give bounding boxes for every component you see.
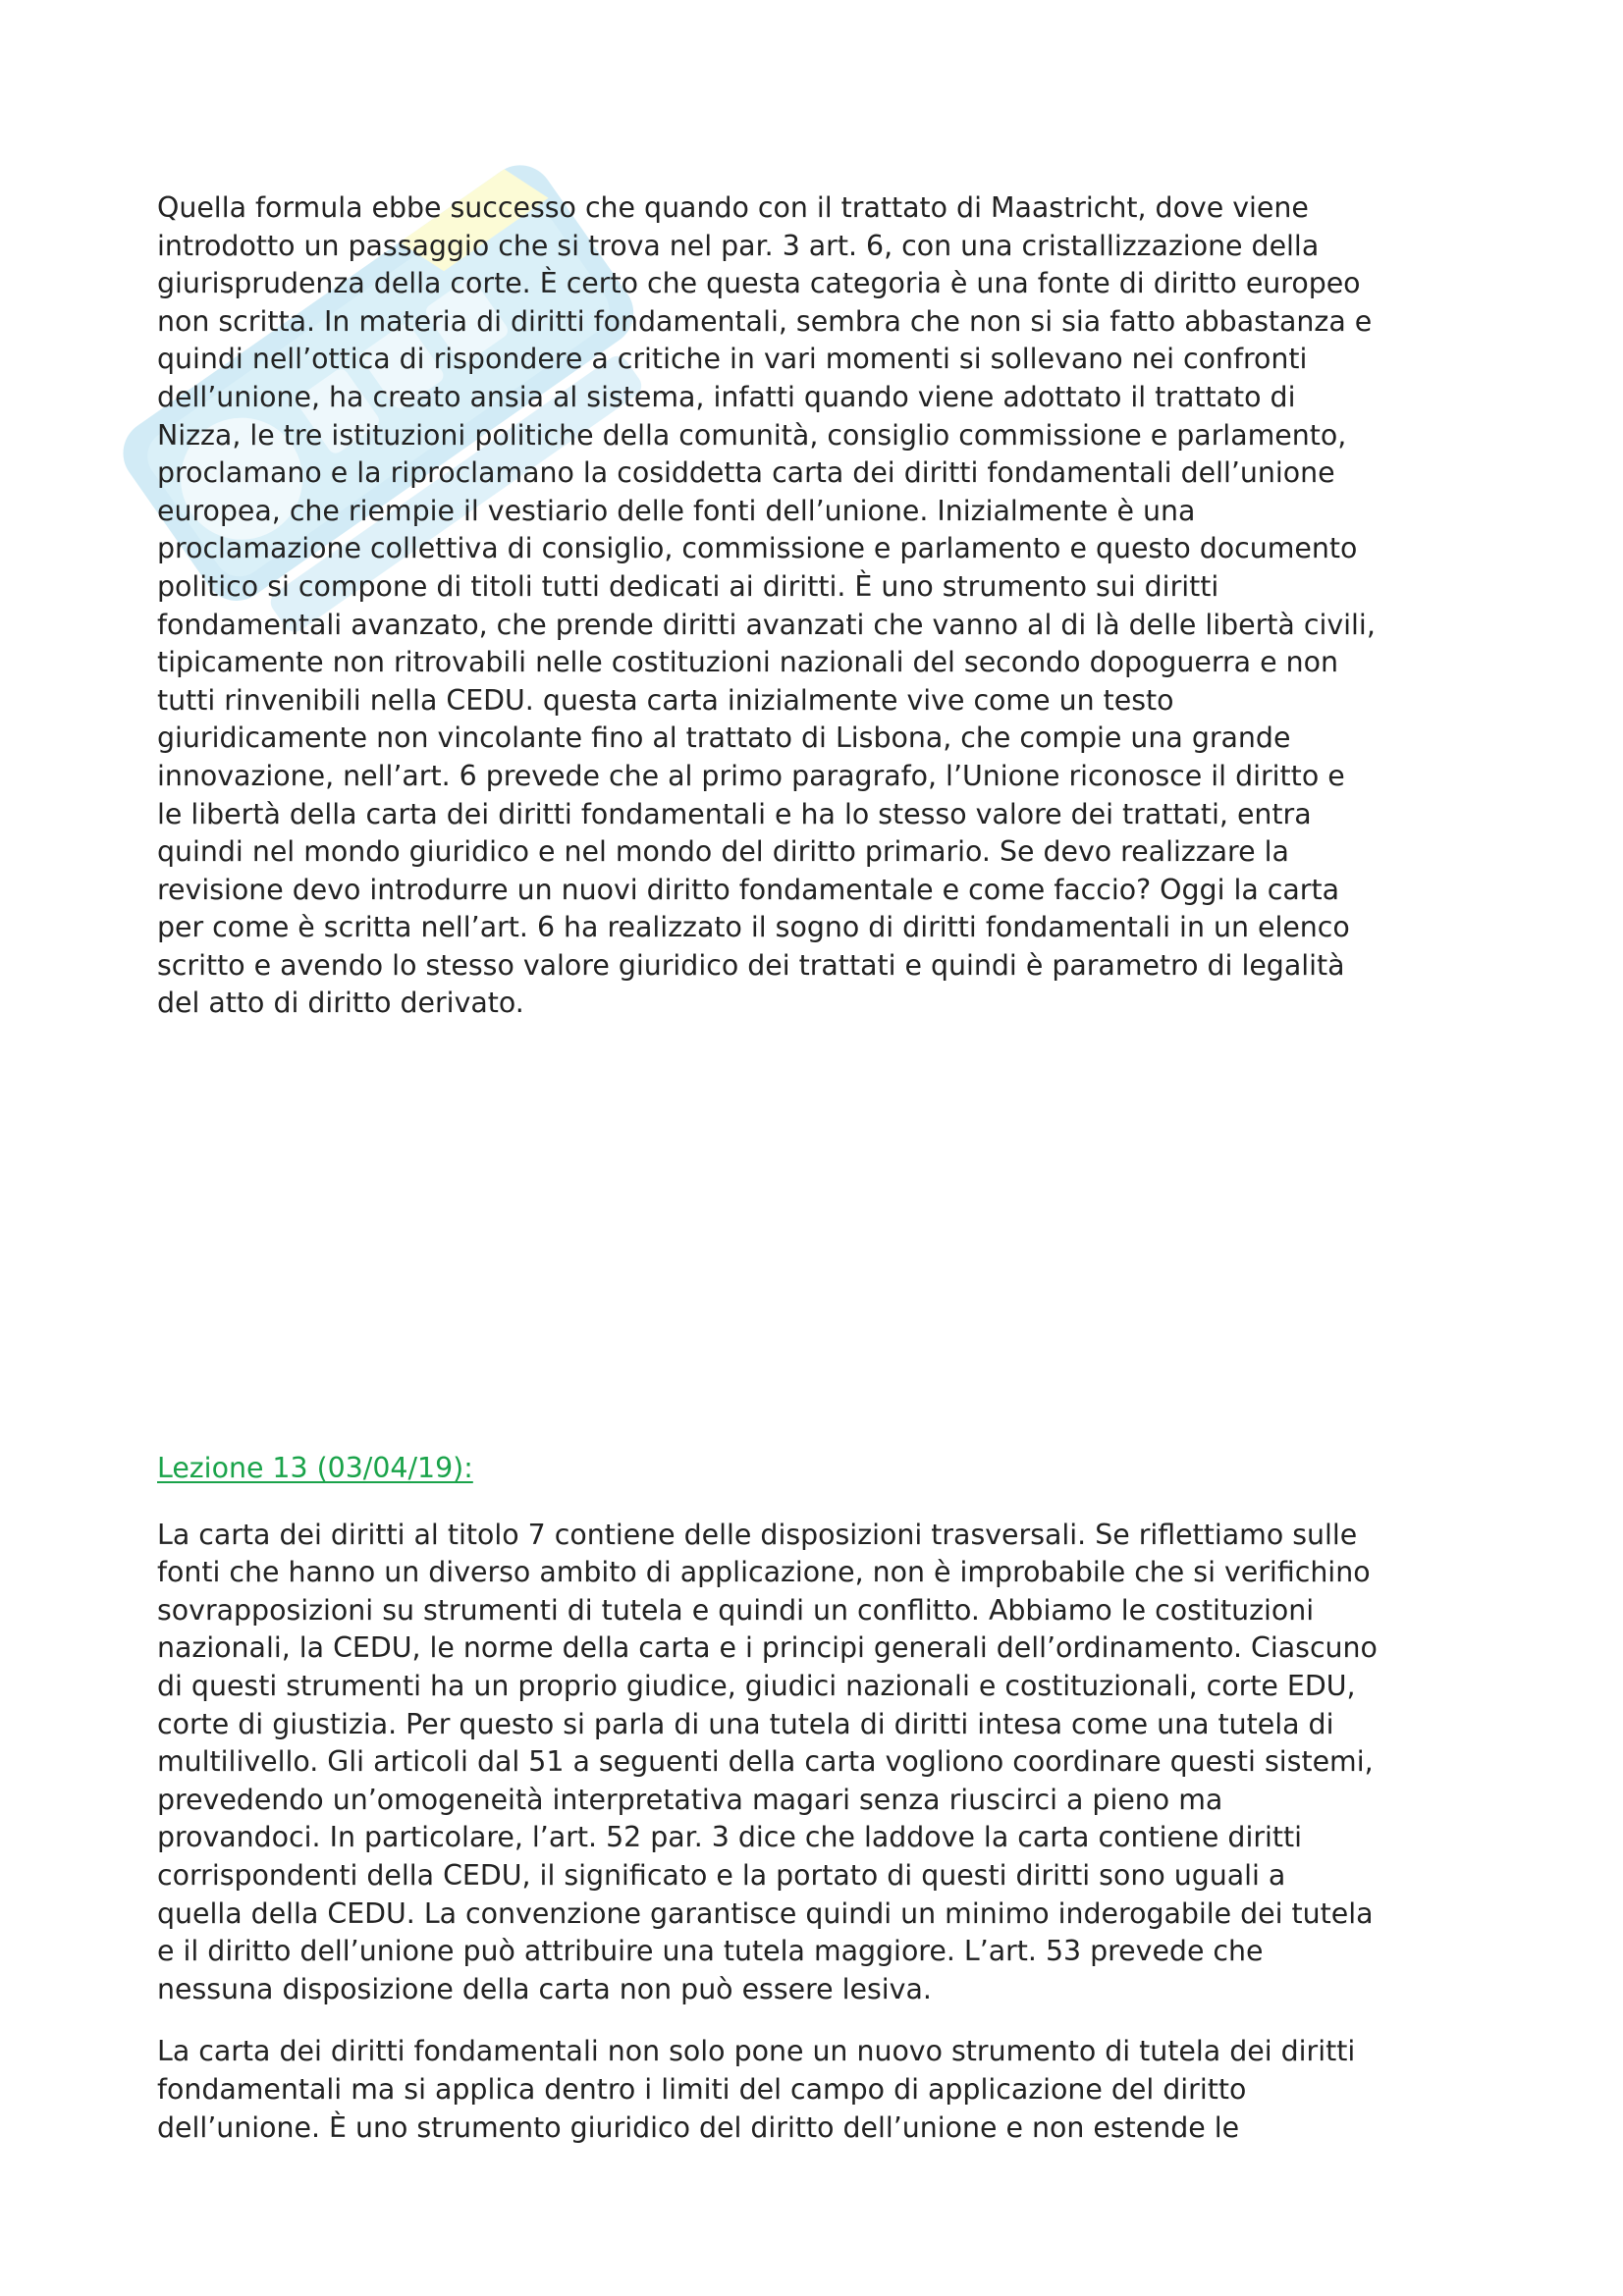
text-line: tipicamente non ritrovabili nelle costituzioni nazionali del secondo dopoguerra e non [157,646,1338,679]
document-body [157,189,1483,2147]
text-line: quindi nell’ottica di rispondere a critiche in vari momenti si sollevano nei confronti [157,343,1308,376]
paragraph-2 [157,1517,1483,2009]
text-line: per come è scritta nell’art. 6 ha realizzato il sogno di diritti fondamentali in un elenco [157,911,1350,944]
text-line: Quella formula ebbe successo che quando con il trattato di Maastricht, dove viene [157,191,1309,224]
text-line: scritto e avendo lo stesso valore giuridico dei trattati e quindi è parametro di legalità [157,948,1345,982]
text-line: revisione devo introdurre un nuovi diritto fondamentale e come faccio? Oggi la carta [157,873,1339,906]
text-line: europea, che riempie il vestiario delle fonti dell’unione. Inizialmente è una [157,494,1196,527]
text-line: nessuna disposizione della carta non può essere lesiva. [157,1972,932,2005]
text-line: proclamano e la riproclamano la cosiddetta carta dei diritti fondamentali dell’unione [157,456,1335,490]
text-line: fondamentali ma si applica dentro i limiti del campo di applicazione del diritto [157,2072,1247,2106]
text-line: introdotto un passaggio che si trova nel par. 3 art. 6, con una cristallizzazione della [157,229,1320,262]
text-line: giurisprudenza della corte. È certo che questa categoria è una fonte di diritto europeo [157,267,1361,300]
text-line: prevedendo un’omogeneità interpretativa magari senza riuscirci a pieno ma [157,1783,1223,1816]
text-line: politico si compone di titoli tutti dedicati ai diritti. È uno strumento sui diritti [157,569,1219,603]
text-line: fonti che hanno un diverso ambito di applicazione, non è improbabile che si verifichino [157,1556,1371,1589]
paragraph-gap [157,2008,1483,2033]
text-line: giuridicamente non vincolante fino al trattato di Lisbona, che compie una grande [157,721,1291,755]
text-line: provandoci. In particolare, l’art. 52 par. 3 dice che laddove la carta contiene diritti [157,1821,1303,1854]
text-line: fondamentali avanzato, che prende diritti avanzati che vanno al di là delle libertà civili, [157,608,1376,641]
text-line: tutti rinvenibili nella CEDU. questa carta inizialmente vive come un testo [157,683,1174,717]
text-line: e il diritto dell’unione può attribuire una tutela maggiore. L’art. 53 prevede che [157,1935,1264,1968]
text-line: di questi strumenti ha un proprio giudice, giudici nazionali e costituzionali, corte EDU, [157,1670,1356,1703]
text-line: proclamazione collettiva di consiglio, commissione e parlamento e questo documento [157,532,1358,565]
text-line: quella della CEDU. La convenzione garantisce quindi un minimo inderogabile dei tutela [157,1896,1374,1930]
text-line: non scritta. In materia di diritti fondamentali, sembra che non si sia fatto abbastanza e [157,304,1373,338]
paragraph-1 [157,189,1483,1023]
text-line: dell’unione, ha creato ansia al sistema, infatti quando viene adottato il trattato di [157,380,1296,413]
text-line: corrispondenti della CEDU, il significato e la portato di questi diritti sono uguali a [157,1859,1286,1892]
text-line: multilivello. Gli articoli dal 51 a seguenti della carta vogliono coordinare questi sistemi, [157,1745,1374,1779]
text-line: nazionali, la CEDU, le norme della carta e i principi generali dell’ordinamento. Ciascuno [157,1631,1378,1665]
paragraph-3 [157,2033,1483,2147]
text-line: La carta dei diritti fondamentali non solo pone un nuovo strumento di tutela dei diritti [157,2035,1356,2068]
text-line: quindi nel mondo giuridico e nel mondo del diritto primario. Se devo realizzare la [157,835,1289,869]
text-line: sovrapposizioni su strumenti di tutela e quindi un conflitto. Abbiamo le costituzioni [157,1593,1315,1627]
lesson-heading[interactable]: Lezione 13 (03/04/19): [157,1452,473,1485]
text-line: le libertà della carta dei diritti fondamentali e ha lo stesso valore dei trattati, entra [157,797,1312,830]
heading-gap [157,1488,1483,1517]
text-line: Nizza, le tre istituzioni politiche della comunità, consiglio commissione e parlamento, [157,418,1347,452]
text-line: innovazione, nell’art. 6 prevede che al primo paragrafo, l’Unione riconosce il diritto e [157,759,1345,792]
text-line: corte di giustizia. Per questo si parla di una tutela di diritti intesa come una tutela di [157,1707,1334,1740]
text-line: del atto di diritto derivato. [157,987,524,1020]
text-line: dell’unione. È uno strumento giuridico del diritto dell’unione e non estende le [157,2110,1240,2144]
blank-space [157,1023,1483,1450]
text-line: La carta dei diritti al titolo 7 contiene delle disposizioni trasversali. Se riflettiamo sulle [157,1518,1358,1551]
